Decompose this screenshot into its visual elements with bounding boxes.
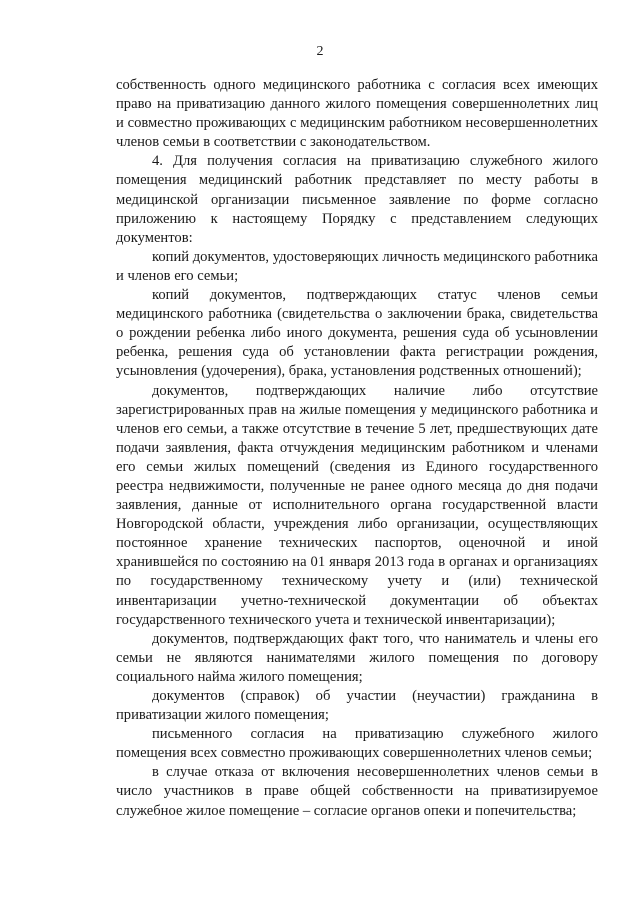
list-item-privatization-participation: документов (справок) об участии (неучастии) гражданина в приватизации жилого помещения;: [116, 688, 598, 724]
paragraph-continuation: собственность одного медицинского работника с согласия всех имеющих право на приватизацию данного жилого помещения совершеннолетних лиц и совместно проживающих с медицинским работником несовершеннолетних членов семьи в соответствии с законодательством.: [116, 77, 598, 151]
list-item-family-status-documents: копий документов, подтверждающих статус членов семьи медицинского работника (свидетельства о заключении брака, свидетельства о рождении ребенка либо иного документа, решения суда об усыновлении ребенка, решения суда об установлении факта регистрации рождения, усыновления (удочерения), брака, установления родственных отношений);: [116, 287, 598, 380]
paragraph-clause-4: 4. Для получения согласия на приватизацию служебного жилого помещения медицинский работник представляет по месту работы в медицинской организации письменное заявление по форме согласно приложению к настоящему Порядку с представлением следующих документов:: [116, 153, 598, 246]
list-item-social-tenancy-documents: документов, подтверждающих факт того, что наниматель и члены его семьи не являются нанимателями жилого помещения по договору социального найма жилого помещения;: [116, 630, 598, 685]
list-item-written-consent: письменного согласия на приватизацию служебного жилого помещения всех совместно проживающих совершеннолетних членов семьи;: [116, 726, 598, 762]
list-item-guardianship-consent: в случае отказа от включения несовершеннолетних членов семьи в число участников в праве общей собственности на приватизируемое служебное жилое помещение – согласие органов опеки и попечительства;: [116, 764, 598, 819]
list-item-identity-documents: копий документов, удостоверяющих личность медицинского работника и членов его семьи;: [116, 248, 598, 284]
document-body: [116, 76, 598, 821]
list-item-property-rights-documents: документов, подтверждающих наличие либо отсутствие зарегистрированных прав на жилые помещения у медицинского работника и членов его семьи, а также отсутствие в течение 5 лет, предшествующих дате подачи заявления, факта отчуждения медицинским работником и членами его семьи жилых помещений (сведения из Единого государственного реестра недвижимости, полученные не ранее одного месяца до дня подачи заявления, данные от исполнительного органа государственной власти Новгородской области, учреждения либо организации, осуществляющих постоянное хранение технических паспортов, оценочной и иной хранившейся по состоянию на 01 января 2013 года в органах и организациях по государственному техническому учету и (или) технической инвентаризации учетно-технической документации об объектах государственного технического учета и технической инвентаризации);: [116, 382, 598, 628]
page-number: 2: [316, 44, 324, 59]
